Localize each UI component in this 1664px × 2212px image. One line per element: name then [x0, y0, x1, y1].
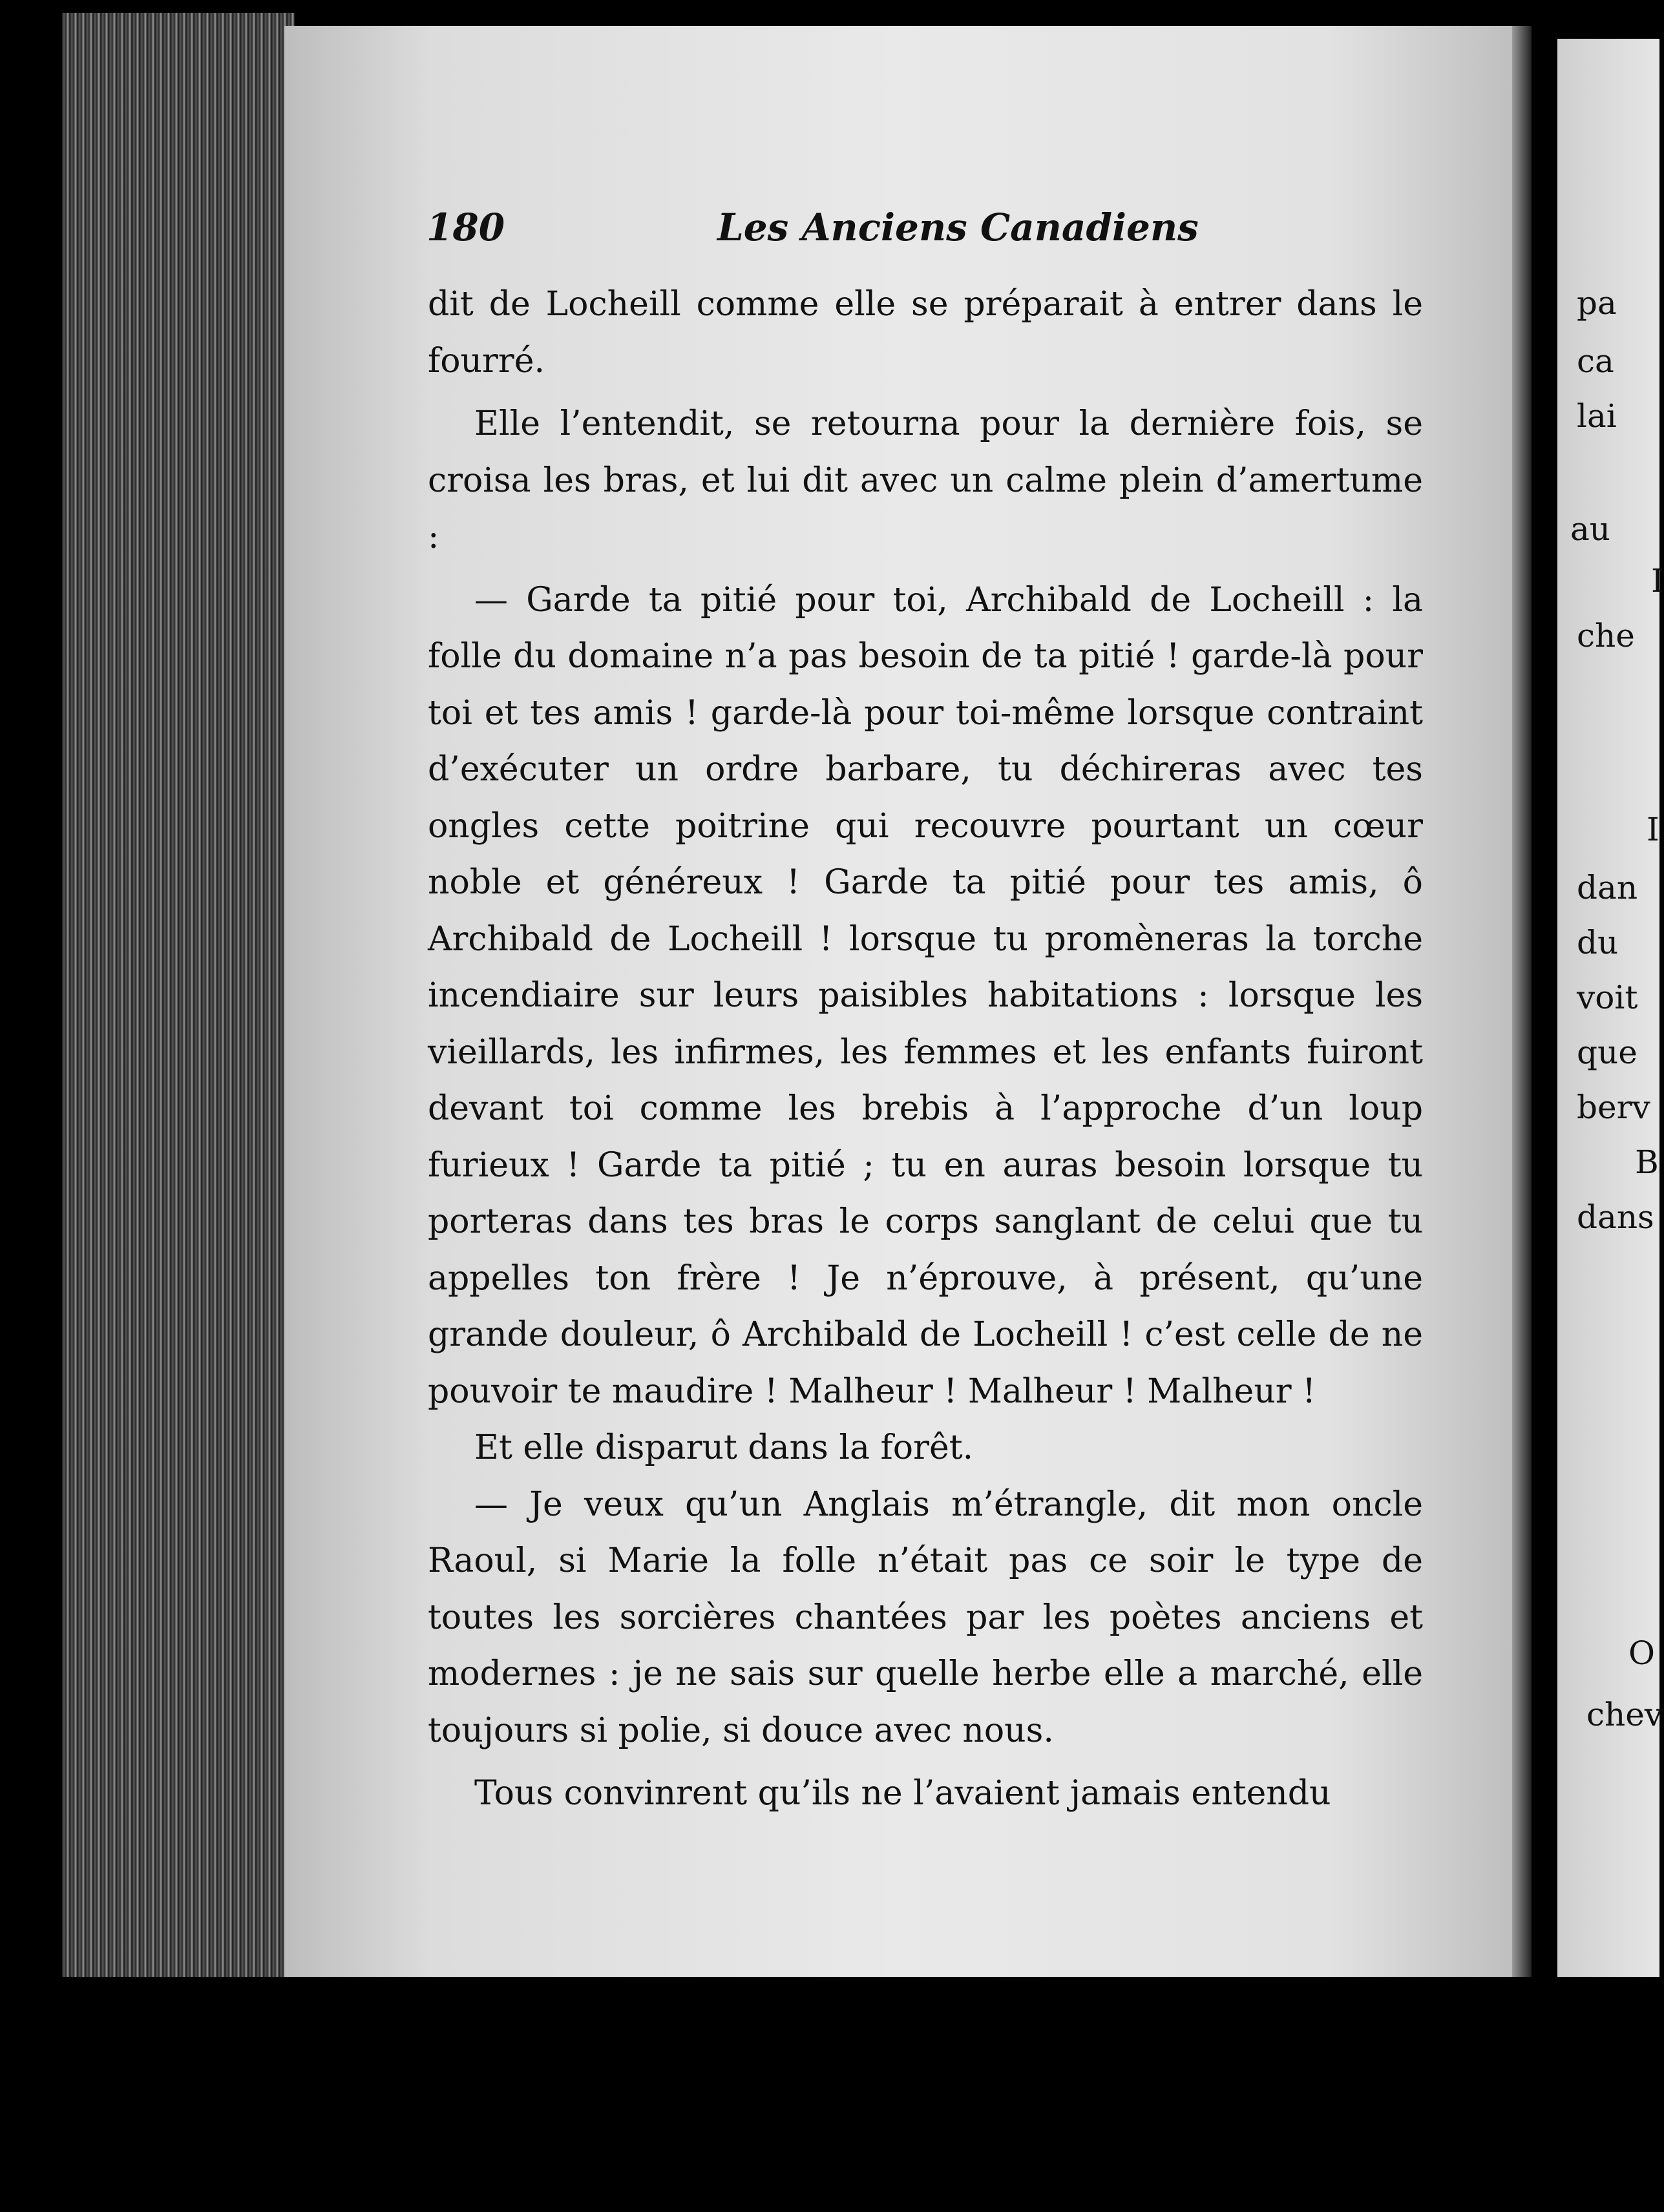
paragraph-1: dit de Locheill comme elle se préparait à entrer dans le fourré. — [428, 285, 1423, 381]
paragraph-3: — Garde ta pitié pour toi, Archibald de Locheill : la folle du domaine n’a pas besoin de ta pitié ! garde-là pour toi et tes amis ! garde-là pour toi-même lorsque contraint d’exécuter un ordre barbare, tu déchireras avec tes ongles cette poitrine qui recouvre pourtant un cœur noble et généreux ! Garde ta pitié pour tes amis, ô Archibald de Locheill ! lorsque tu promèneras la torche incendiaire sur leurs paisibles habitations : lorsque les vieillards, les infirmes, les femmes et les enfants fuiront devant toi comme les brebis à l’approche d’un loup furieux ! Garde ta pitié ; tu en auras besoin lorsque tu porteras dans tes bras le corps sanglant de celui que tu appelles ton frère ! Je n’éprouve, à présent, qu’une grande douleur, ô Archibald de Locheill ! c’est celle de ne pouvoir te maudire ! Malheur ! Malheur ! Malheur ! — [428, 580, 1423, 1411]
right-page-fragment: che — [1577, 617, 1635, 654]
right-page-fragment: I — [1647, 811, 1659, 848]
right-page-fragment: ca — [1577, 342, 1614, 380]
book-spine-page-edges — [62, 13, 295, 1977]
right-page-fragment: pa — [1577, 284, 1617, 322]
right-page-fragment: voit — [1577, 979, 1638, 1016]
right-page-fragment: O — [1628, 1634, 1655, 1672]
right-page-fragment: chev — [1586, 1696, 1663, 1733]
page-number: 180 — [427, 205, 505, 249]
right-page-fragment: lai — [1577, 397, 1617, 435]
right-page-fragment: I — [1651, 562, 1664, 600]
running-title: Les Anciens Canadiens — [717, 205, 1199, 249]
paragraph-5: — Je veux qu’un Anglais m’étrangle, dit mon oncle Raoul, si Marie la folle n’était pas ce soir le type de toutes les sorcières chantées par les poètes anciens et modernes : je ne sais sur quelle herbe elle a marché, elle toujours si polie, si douce avec nous. — [428, 1485, 1423, 1750]
right-page-fragment: au — [1570, 510, 1611, 548]
paragraph-4: Et elle disparut dans la forêt. — [474, 1428, 974, 1467]
page-header — [427, 205, 1422, 264]
paragraph-6: Tous convinrent qu’ils ne l’avaient jamais entendu — [474, 1774, 1331, 1813]
right-page-fragment: berv — [1577, 1089, 1650, 1126]
right-page-fragment: dan — [1577, 869, 1638, 906]
right-page-fragment: B — [1635, 1143, 1659, 1181]
right-page-fragment: que — [1577, 1034, 1638, 1071]
right-page-fragment: du — [1577, 924, 1619, 961]
right-page-fragment: dans — [1577, 1198, 1654, 1236]
body-text — [428, 276, 1423, 1822]
paragraph-2: Elle l’entendit, se retourna pour la dernière fois, se croisa les bras, et lui dit avec un calme plein d’amertume : — [428, 404, 1423, 556]
scan-background — [0, 1977, 1659, 2212]
page-gutter — [1512, 26, 1532, 1977]
